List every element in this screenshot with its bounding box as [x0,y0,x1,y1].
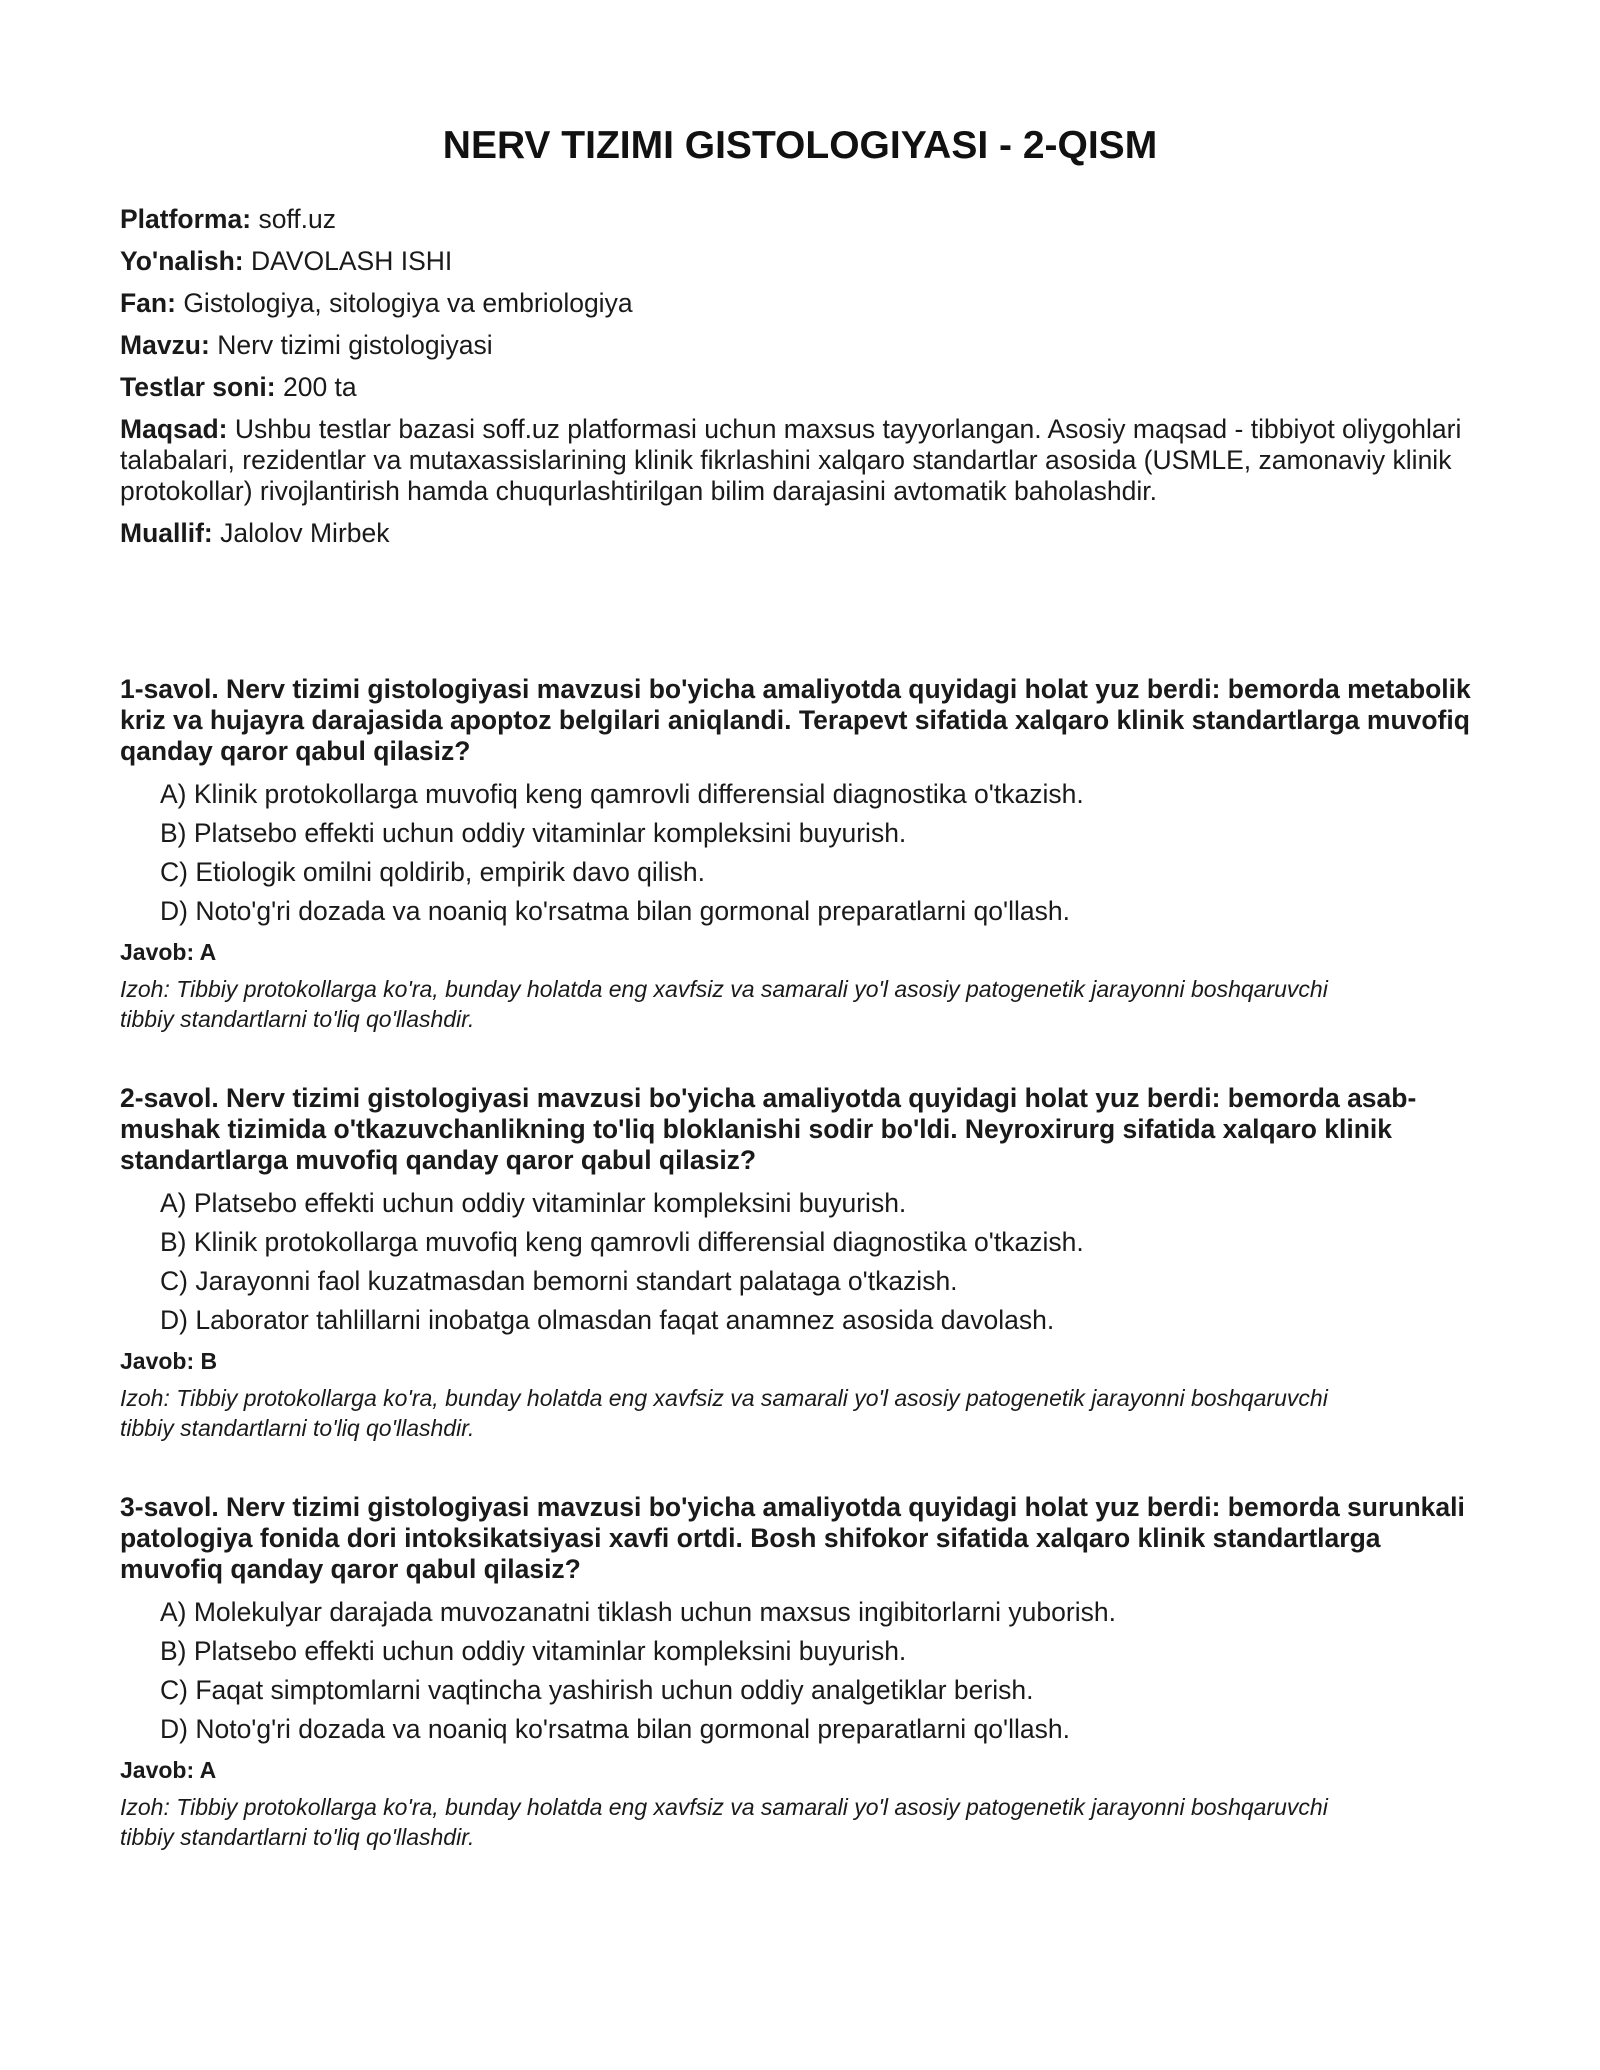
meta-label: Maqsad: [120,414,228,444]
explanation: Izoh: Tibbiy protokollarga ko'ra, bunday holatda eng xavfsiz va samarali yo'l asosiy patogenetik jarayonni boshqaruvchi tibbiy standartlarni to'liq qo'llashdir. [120,1794,1328,1850]
meta-label: Yo'nalish: [120,246,244,276]
question-text: 2-savol. Nerv tizimi gistologiyasi mavzusi bo'yicha amaliyotda quyidagi holat yuz berdi: bemorda asab-mushak tizimida o'tkazuvchanlikning to'liq bloklanishi sodir bo'ldi. Neyroxirurg sifatida xalqaro klinik standartlarga muvofiq qanday qaror qabul qilasiz? [120,1083,1417,1175]
meta-mavzu [120,330,1480,361]
meta-maqsad [120,414,1480,507]
question-2 [120,1083,1480,1443]
meta-value: 200 ta [282,372,357,402]
meta-value: Ushbu testlar bazasi soff.uz platformasi uchun maxsus tayyorlangan. Asosiy maqsad - tibbiyot oliygohlari talabalari, rezidentlar va mutaxassislarining klinik fikrlashini xalqaro standartlar asosida (USMLE, zamonaviy klinik protokollar) rivojlantirish hamda chuqurlashtirilgan bilim darajasini avtomatik baholashdir. [120,414,1462,506]
meta-label: Fan: [120,288,176,318]
metadata-block [120,204,1480,560]
option-c: C) Jarayonni faol kuzatmasdan bemorni standart palataga o'tkazish. [160,1266,958,1296]
answer: Javob: A [120,1757,217,1783]
document-title: NERV TIZIMI GISTOLOGIYASI - 2-QISM [442,124,1158,167]
question-text: 1-savol. Nerv tizimi gistologiyasi mavzusi bo'yicha amaliyotda quyidagi holat yuz berdi: bemorda metabolik kriz va hujayra darajasida apoptoz belgilari aniqlandi. Terapevt sifatida xalqaro klinik standartlarga muvofiq qanday qaror qabul qilasiz? [120,674,1471,766]
meta-value: Jalolov Mirbek [220,518,390,548]
option-a: A) Molekulyar darajada muvozanatni tiklash uchun maxsus ingibitorlarni yuborish. [160,1597,1116,1627]
option-d: D) Noto'g'ri dozada va noaniq ko'rsatma bilan gormonal preparatlarni qo'llash. [160,1714,1070,1744]
option-b: B) Platsebo effekti uchun oddiy vitaminlar kompleksini buyurish. [160,1636,907,1666]
option-c: C) Faqat simptomlarni vaqtincha yashirish uchun oddiy analgetiklar berish. [160,1675,1034,1705]
meta-label: Mavzu: [120,330,210,360]
meta-value: Gistologiya, sitologiya va embriologiya [183,288,633,318]
question-text: 3-savol. Nerv tizimi gistologiyasi mavzusi bo'yicha amaliyotda quyidagi holat yuz berdi: bemorda surunkali patologiya fonida dori intoksikatsiyasi xavfi ortdi. Bosh shifokor sifatida xalqaro klinik standartlarga muvofiq qanday qaror qabul qilasiz? [120,1492,1465,1584]
option-d: D) Laborator tahlillarni inobatga olmasdan faqat anamnez asosida davolash. [160,1305,1055,1335]
answer: Javob: A [120,939,217,965]
meta-value: DAVOLASH ISHI [250,246,453,276]
option-a: A) Klinik protokollarga muvofiq keng qamrovli differensial diagnostika o'tkazish. [160,779,1084,809]
option-d: D) Noto'g'ri dozada va noaniq ko'rsatma bilan gormonal preparatlarni qo'llash. [160,896,1070,926]
explanation: Izoh: Tibbiy protokollarga ko'ra, bunday holatda eng xavfsiz va samarali yo'l asosiy patogenetik jarayonni boshqaruvchi tibbiy standartlarni to'liq qo'llashdir. [120,976,1328,1032]
meta-label: Muallif: [120,518,213,548]
meta-testlar-soni [120,372,1480,403]
question-3 [120,1492,1480,1852]
option-b: B) Platsebo effekti uchun oddiy vitaminlar kompleksini buyurish. [160,818,907,848]
meta-yonalish [120,246,1480,277]
meta-value: Nerv tizimi gistologiyasi [217,330,493,360]
meta-fan [120,288,1480,319]
question-1 [120,674,1480,1034]
meta-label: Testlar soni: [120,372,276,402]
meta-muallif [120,518,1480,549]
explanation: Izoh: Tibbiy protokollarga ko'ra, bunday holatda eng xavfsiz va samarali yo'l asosiy patogenetik jarayonni boshqaruvchi tibbiy standartlarni to'liq qo'llashdir. [120,1385,1328,1441]
meta-label: Platforma: [120,204,252,234]
meta-platforma [120,204,1480,235]
option-b: B) Klinik protokollarga muvofiq keng qamrovli differensial diagnostika o'tkazish. [160,1227,1084,1257]
meta-value: soff.uz [258,204,337,234]
option-c: C) Etiologik omilni qoldirib, empirik davo qilish. [160,857,705,887]
answer: Javob: B [120,1348,218,1374]
option-a: A) Platsebo effekti uchun oddiy vitaminlar kompleksini buyurish. [160,1188,907,1218]
